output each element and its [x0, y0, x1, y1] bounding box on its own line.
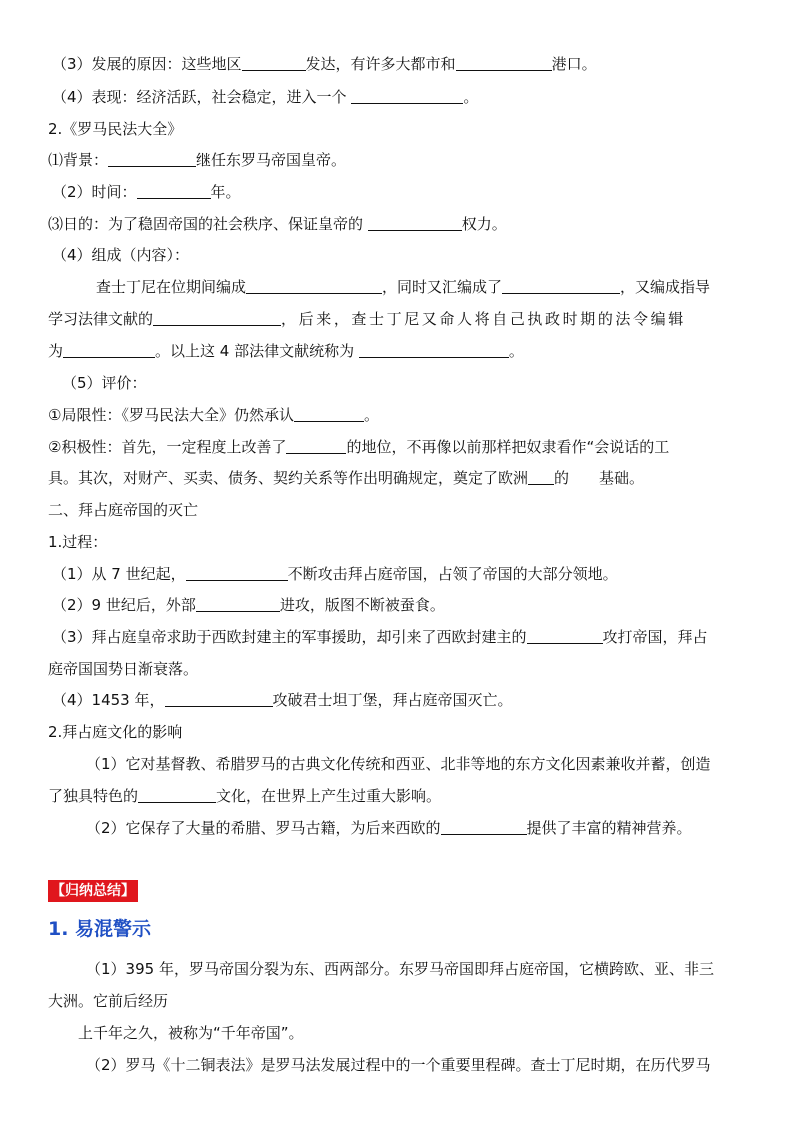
fill-blank[interactable] [196, 595, 280, 612]
text-line: （3）拜占庭皇帝求助于西欧封建主的军事援助，却引来了西欧封建主的 攻打帝国，拜占 [52, 628, 708, 646]
section-heading: 2.《罗马民法大全》 [48, 120, 183, 138]
fill-blank[interactable] [246, 277, 382, 294]
fill-blank[interactable] [153, 309, 281, 326]
fill-blank[interactable] [138, 786, 216, 803]
subheading-confusion-warning: 1. 易混警示 [48, 918, 152, 940]
fill-blank[interactable] [351, 87, 463, 104]
text-line: （4）1453 年， 攻破君士坦丁堡，拜占庭帝国灭亡。 [52, 691, 513, 709]
text-line: 大洲。它前后经历 [48, 992, 169, 1010]
fill-blank[interactable] [286, 437, 346, 454]
fill-blank[interactable] [528, 468, 554, 485]
text-line: （1）从 7 世纪起， 不断攻击拜占庭帝国，占领了帝国的大部分领地。 [52, 565, 618, 583]
text-line: 上千年之久，被称为“千年帝国”。 [78, 1024, 304, 1042]
fill-blank[interactable] [165, 690, 273, 707]
text-line: 为 。以上这 4 部法律文献统称为 。 [48, 342, 524, 360]
fill-blank[interactable] [242, 54, 306, 71]
text-line: （4）组成（内容）： [52, 246, 190, 264]
text-line: ②积极性：首先，一定程度上改善了 的地位，不再像以前那样把奴隶看作“会说话的工 [48, 438, 670, 456]
text-line: （5）评价： [62, 374, 147, 392]
section-heading: 1.过程： [48, 533, 108, 551]
section-heading: 二、拜占庭帝国的灭亡 [48, 501, 199, 519]
fill-blank[interactable] [502, 277, 620, 294]
fill-blank[interactable] [186, 564, 288, 581]
text-line: 庭帝国国势日渐衰落。 [48, 660, 199, 678]
text-line: （1）它对基督教、希腊罗马的古典文化传统和西亚、北非等地的东方文化因素兼收并蓄，创造 [86, 755, 711, 773]
text-line: （3）发展的原因：这些地区 发达，有许多大都市和 港口。 [52, 55, 597, 73]
text-line: （2）它保存了大量的希腊、罗马古籍，为后来西欧的 提供了丰富的精神营养。 [86, 819, 692, 837]
fill-blank[interactable] [63, 341, 155, 358]
fill-blank[interactable] [359, 341, 509, 358]
section-heading: 2.拜占庭文化的影响 [48, 723, 183, 741]
text-line: ①局限性：《罗马民法大全》仍然承认 。 [48, 406, 379, 424]
text-line: 学习法律文献的 ，后来，查士丁尼又命人将自己执政时期的法令编辑 [48, 310, 686, 328]
fill-blank[interactable] [294, 405, 364, 422]
text-line: 具。其次，对财产、买卖、债务、契约关系等作出明确规定，奠定了欧洲 的 基础。 [48, 469, 645, 487]
fill-blank[interactable] [137, 182, 211, 199]
fill-blank[interactable] [108, 150, 196, 167]
text-line: （2）9 世纪后，外部 进攻，版图不断被蚕食。 [52, 596, 445, 614]
text-line: 查士丁尼在位期间编成 ，同时又汇编成了 ，又编成指导 [96, 278, 711, 296]
text-line: （2）罗马《十二铜表法》是罗马法发展过程中的一个重要里程碑。查士丁尼时期，在历代罗马 [86, 1056, 711, 1074]
text-line: ⑴背景： 继任东罗马帝国皇帝。 [48, 151, 347, 169]
text-line: 了独具特色的 文化，在世界上产生过重大影响。 [48, 787, 442, 805]
fill-blank[interactable] [527, 627, 603, 644]
summary-tag: 【归纳总结】 [48, 880, 138, 902]
text-line: ⑶日的：为了稳固帝国的社会秩序、保证皇帝的 权力。 [48, 215, 507, 233]
text-line: （1）395 年，罗马帝国分裂为东、西两部分。东罗马帝国即拜占庭帝国，它横跨欧、亚、非三 [86, 960, 714, 978]
text-line: （4）表现：经济活跃，社会稳定，进入一个 。 [52, 88, 479, 106]
fill-blank[interactable] [441, 818, 527, 835]
text-line: （2）时间： 年。 [52, 183, 241, 201]
fill-blank[interactable] [368, 214, 462, 231]
fill-blank[interactable] [456, 54, 552, 71]
